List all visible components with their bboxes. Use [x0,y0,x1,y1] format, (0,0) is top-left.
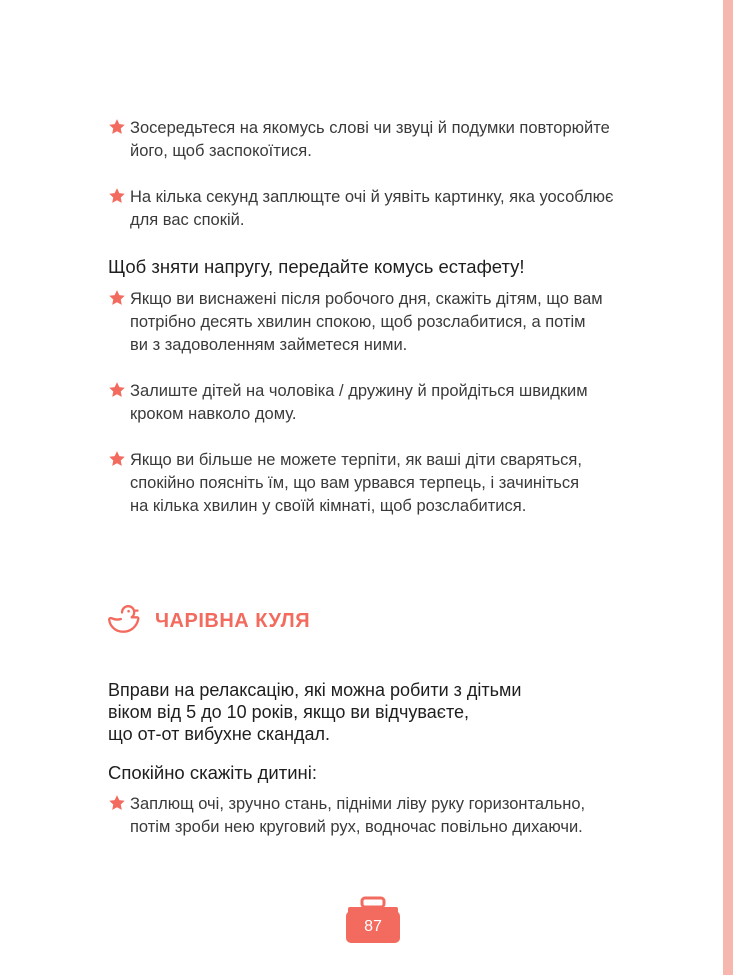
section-heading [107,603,507,643]
bullet-line: для вас спокій. [130,211,245,229]
intro-line: що от-от вибухне скандал. [108,724,331,744]
star-icon [108,450,126,468]
star-icon [108,187,126,205]
bullet-line: потрібно десять хвилин спокою, щоб розслабитися, а потім [130,313,586,331]
list-item [108,288,648,357]
list-item [108,449,648,518]
relay-subheading: Щоб зняти напругу, передайте комусь естафету! [108,256,525,277]
page-number-badge [345,896,401,944]
star-icon [108,289,126,307]
star-icon [108,794,126,812]
bullet-line: Якщо ви більше не можете терпіти, як ваші діти сваряться, [130,451,582,469]
bullet-line: Заплющ очі, зручно стань, підніми ліву руку горизонтально, [130,795,586,813]
bullet-line: його, щоб заспокоїтися. [130,142,312,160]
bullet-line: спокійно поясніть їм, що вам урвався терпець, і зачиніться [130,474,580,492]
bullet-line: На кілька секунд заплющте очі й уявіть картинку, яка уособлює [130,188,614,206]
star-icon [108,118,126,136]
intro-line: віком від 5 до 10 років, якщо ви відчуваєте, [108,702,470,722]
list-item [108,793,648,839]
bullet-line: Зосередьтеся на якомусь слові чи звуці й подумки повторюйте [130,119,610,137]
list-item [108,186,648,232]
duck-icon [107,603,141,637]
section-title: ЧАРІВНА КУЛЯ [155,610,311,632]
list-item [108,380,648,426]
list-item [108,117,648,163]
intro-line: Вправи на релаксацію, які можна робити з дітьми [108,680,522,700]
bullet-line: на кілька хвилин у своїй кімнаті, щоб розслабитися. [130,497,527,515]
bullet-line: Залиште дітей на чоловіка / дружину й пройдіться швидким [130,382,588,400]
page-number: 87 [364,918,382,935]
bullet-line: Якщо ви виснажені після робочого дня, скажіть дітям, що вам [130,290,603,308]
bullet-line: потім зроби нею круговий рух, водночас повільно дихаючи. [130,818,583,836]
star-icon [108,381,126,399]
bullet-line: кроком навколо дому. [130,405,297,423]
intro-paragraph [108,679,628,745]
calm-subheading: Спокійно скажіть дитині: [108,762,318,783]
bullet-line: ви з задоволенням займетеся ними. [130,336,408,354]
